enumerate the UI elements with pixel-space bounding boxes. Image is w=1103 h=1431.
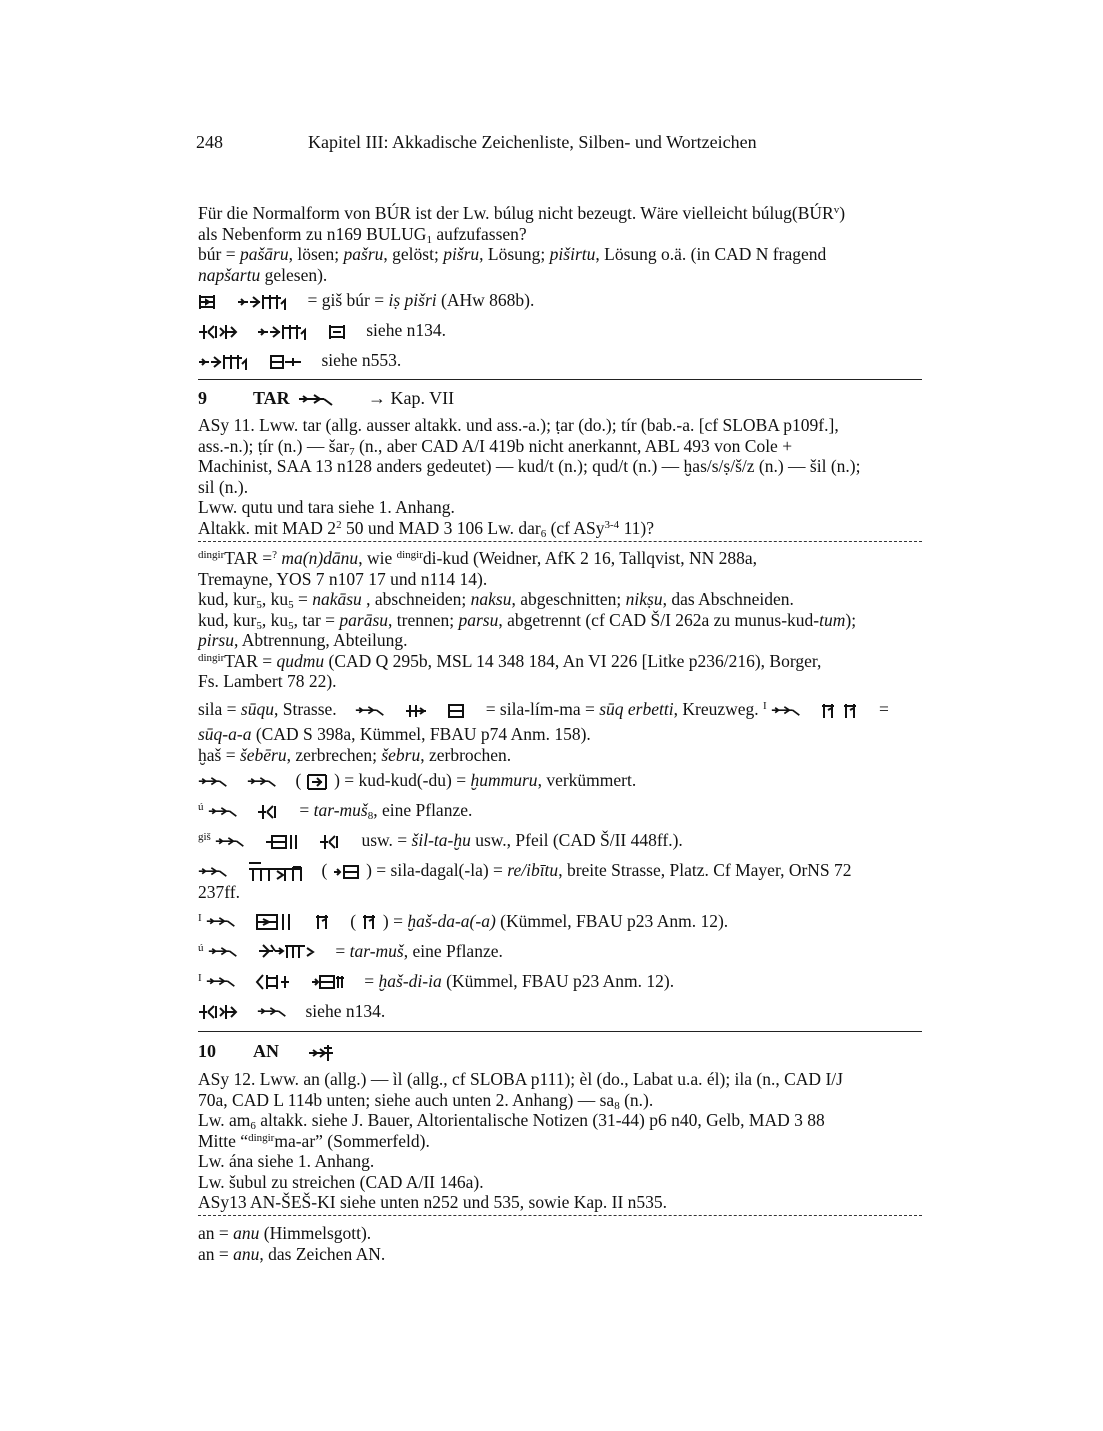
- cuneiform-sign-icon: [247, 861, 303, 883]
- intro-cuneiform-line-1: = giš búr = iṣ pišri (AHw 868b).: [198, 285, 920, 315]
- cuneiform-tar-icon: [206, 914, 236, 930]
- text-line: Fs. Lambert 78 22).: [198, 671, 337, 691]
- text-line: Lw. $am_6$ altakk. siehe J. Bauer, Altorientalische Notizen (31-44) p6 n40, Gelb, MAD 3 88: [198, 1110, 825, 1132]
- cuneiform-sign-icon: [269, 352, 303, 372]
- cuneiform-sign-icon: [257, 802, 281, 822]
- cuneiform-sign-icon: [198, 1002, 238, 1022]
- text-line: ASy13 AN-ŠEŠ-KI siehe unten n252 und 535, sowie Kap. II n535.: [198, 1192, 668, 1212]
- cuneiform-tar-icon: [771, 703, 801, 719]
- text-line: Lw. šubul zu streichen (CAD A/II 146a).: [198, 1171, 484, 1192]
- cuneiform-a-icon: [361, 913, 379, 931]
- cuneiform-sign-icon: [255, 972, 291, 992]
- cuneiform-tar-icon: [198, 774, 228, 790]
- text-line: kud, kur$_5$, $ku_5$, tar = parāsu, trennen; parsu, abgetrennt (cf CAD Š/I 262a zu munus-kud-tum);: [198, 609, 857, 632]
- cuneiform-line: siehe n134.: [198, 996, 920, 1026]
- cuneiform-sign-icon: [198, 352, 250, 372]
- text-line: ASy 11. Lww. tar (allg. ausser altakk. und ass.-a.); ṭar (do.); tír (bab.-a. [cf SLOBA p109f.],: [198, 415, 839, 435]
- text-line: Mitte “$^{dingir}$ma-ar” (Sommerfeld).: [198, 1130, 430, 1151]
- cuneiform-line: ( ) = sila-dagal(-la) = re/ibītu, breite Strasse, Platz. Cf Mayer, OrNS 72: [198, 855, 920, 885]
- cuneiform-sign-icon: [310, 972, 346, 992]
- text-line: Altakk. mit MAD $2^2$ 50 und MAD 3 106 Lw. dar$_6$ (cf ASy$^{3-4}$ 11)?: [198, 517, 655, 540]
- cuneiform-line: $^ú$ = tar-muš$_8$, eine Pflanze.: [198, 800, 473, 822]
- dashed-rule: [198, 541, 922, 542]
- cuneiform-tar-icon: [298, 391, 334, 409]
- entry-10-lexical: [198, 1069, 920, 1213]
- cuneiform-sign-icon: [447, 702, 467, 720]
- cuneiform-a-icon: [842, 702, 860, 720]
- text-line: ḫaš = šebēru, zerbrechen; šebru, zerbrochen.: [198, 744, 512, 765]
- cuneiform-sign-icon: [255, 911, 295, 933]
- intro-cuneiform-line-3: siehe n553.: [198, 345, 920, 375]
- entry-sign-name: AN: [253, 1041, 279, 1061]
- section-rule: [198, 1031, 922, 1032]
- cuneiform-line: $^ú$ = tar-muš, eine Pflanze.: [198, 940, 503, 961]
- text-line: Lww. qutu und tara siehe 1. Anhang.: [198, 497, 455, 517]
- entry-10-readings: [198, 1223, 920, 1264]
- text-line: kud, kur$_5$, $ku_5$ = nakāsu , abschneiden; naksu, abgeschnitten; nikṣu, das Abschneiden.: [198, 589, 794, 611]
- text-line: $^{dingir}$TAR =? ma(n)dānu, wie $^{dingir}$di-kud (Weidner, AfK 2 16, Tallqvist, NN 288a,: [198, 548, 758, 568]
- cuneiform-tar-icon: [206, 974, 236, 990]
- entry-9-heading: [198, 388, 454, 409]
- text-line: sūq-a-a (CAD S 398a, Kümmel, FBAU p74 Anm. 158).: [198, 724, 591, 744]
- entry-number: 10: [198, 1041, 216, 1061]
- dashed-rule: [198, 1215, 922, 1216]
- cuneiform-tar-icon: [208, 804, 238, 820]
- intro-block: [198, 203, 920, 375]
- cuneiform-sign-icon: [257, 942, 317, 962]
- entry-number: 9: [198, 388, 207, 408]
- intro-cuneiform-line-2: siehe n134.: [198, 315, 920, 345]
- cuneiform-sign-icon: [257, 322, 309, 342]
- section-rule: [198, 379, 922, 380]
- cuneiform-a-icon: [314, 913, 332, 931]
- text-line: an = anu, das Zeichen AN.: [198, 1243, 386, 1264]
- cuneiform-tar-icon: [355, 703, 385, 719]
- cuneiform-an-icon: [308, 1043, 338, 1063]
- cuneiform-sign-icon: [328, 322, 348, 342]
- text-line: Tremayne, YOS 7 n107 17 und n114 14).: [198, 568, 488, 589]
- text-line: 237ff.: [198, 882, 240, 902]
- intro-line-1: Für die Normalform von BÚR ist der Lw. búlug nicht bezeugt. Wäre vielleicht búlug(BÚR$^v$): [198, 203, 846, 223]
- entry-sign-name: TAR: [253, 388, 290, 408]
- cuneiform-sign-icon: [319, 832, 343, 852]
- cuneiform-sign-icon: [404, 702, 428, 720]
- cuneiform-line: $^I$ = ḫaš-di-ia (Kümmel, FBAU p23 Anm. 12).: [198, 970, 675, 991]
- text-line: ass.-n.); ṭír (n.) — šar$_7$ (n., aber CAD A/I 419b nicht anerkannt, ABL 493 von Cole +: [198, 435, 793, 458]
- entry-9-signs: [198, 694, 920, 1026]
- cuneiform-tar-icon: [247, 774, 277, 790]
- text-line: $^{dingir}$TAR = qudmu (CAD Q 295b, MSL 14 348 184, An VI 226 [Litke p236/216), Borger,: [198, 650, 822, 671]
- cuneiform-line: $^I$ ( ) = ḫaš-da-a(-a) (Kümmel, FBAU p23 Anm. 12).: [198, 906, 920, 936]
- cuneiform-sign-icon: [198, 322, 238, 342]
- cross-reference: → Kap. VII: [368, 388, 455, 408]
- cuneiform-line: ( ) = kud-kud(-du) = ḫummuru, verkümmert.: [198, 765, 920, 795]
- text-line: ASy 12. Lww. an (allg.) — ìl (allg., cf SLOBA p111); èl (do., Labat u.a. él); ila (n., CAD I/J: [198, 1069, 843, 1089]
- cuneiform-sign-icon: [237, 292, 289, 312]
- sila-line: sila = sūqu, Strasse. = sila-lím-ma = sūq erbetti, Kreuzweg. $^I$ =: [198, 699, 889, 719]
- cuneiform-sign-icon: [306, 772, 330, 792]
- cuneiform-sign-icon: [264, 832, 300, 852]
- cuneiform-tar-icon: [198, 864, 228, 880]
- entry-9-lexical: [198, 415, 920, 538]
- cuneiform-tar-icon: [215, 834, 245, 850]
- entry-10-heading: [198, 1041, 338, 1063]
- intro-line-3: búr = pašāru, lösen; pašru, gelöst; pišru, Lösung; piširtu, Lösung o.ä. (in CAD N fragend: [198, 244, 827, 264]
- running-title: Kapitel III: Akkadische Zeichenliste, Silben- und Wortzeichen: [308, 132, 757, 152]
- cuneiform-sign-icon: [198, 292, 218, 312]
- intro-line-4: napšartu gelesen).: [198, 264, 328, 285]
- text-line: pirsu, Abtrennung, Abteilung.: [198, 630, 408, 650]
- cuneiform-line: $^{giš}$ usw. = šil-ta-ḫu usw., Pfeil (CAD Š/II 448ff.).: [198, 830, 683, 850]
- intro-line-2: als Nebenform zu n169 $BULUG_1$ aufzufassen?: [198, 223, 527, 246]
- text-line: an = anu (Himmelsgott).: [198, 1223, 372, 1243]
- cuneiform-tar-icon: [208, 944, 238, 960]
- text-line: 70a, CAD L 114b unten; siehe auch unten 2. Anhang) — $sa_8$ (n.).: [198, 1089, 654, 1112]
- text-line: sil (n.).: [198, 476, 249, 497]
- text-line: Lw. ána siehe 1. Anhang.: [198, 1151, 375, 1171]
- entry-9-readings: [198, 548, 920, 692]
- cuneiform-sign-icon: [332, 862, 362, 882]
- page-number: 248: [196, 132, 223, 152]
- text-line: Machinist, SAA 13 n128 anders gedeutet) — kud/t (n.); qud/t (n.) — ḫas/s/ṣ/š/z (n.) — šil (n.);: [198, 456, 861, 476]
- cuneiform-a-icon: [820, 702, 838, 720]
- cuneiform-tar-icon: [257, 1004, 287, 1020]
- page-header: [196, 132, 757, 153]
